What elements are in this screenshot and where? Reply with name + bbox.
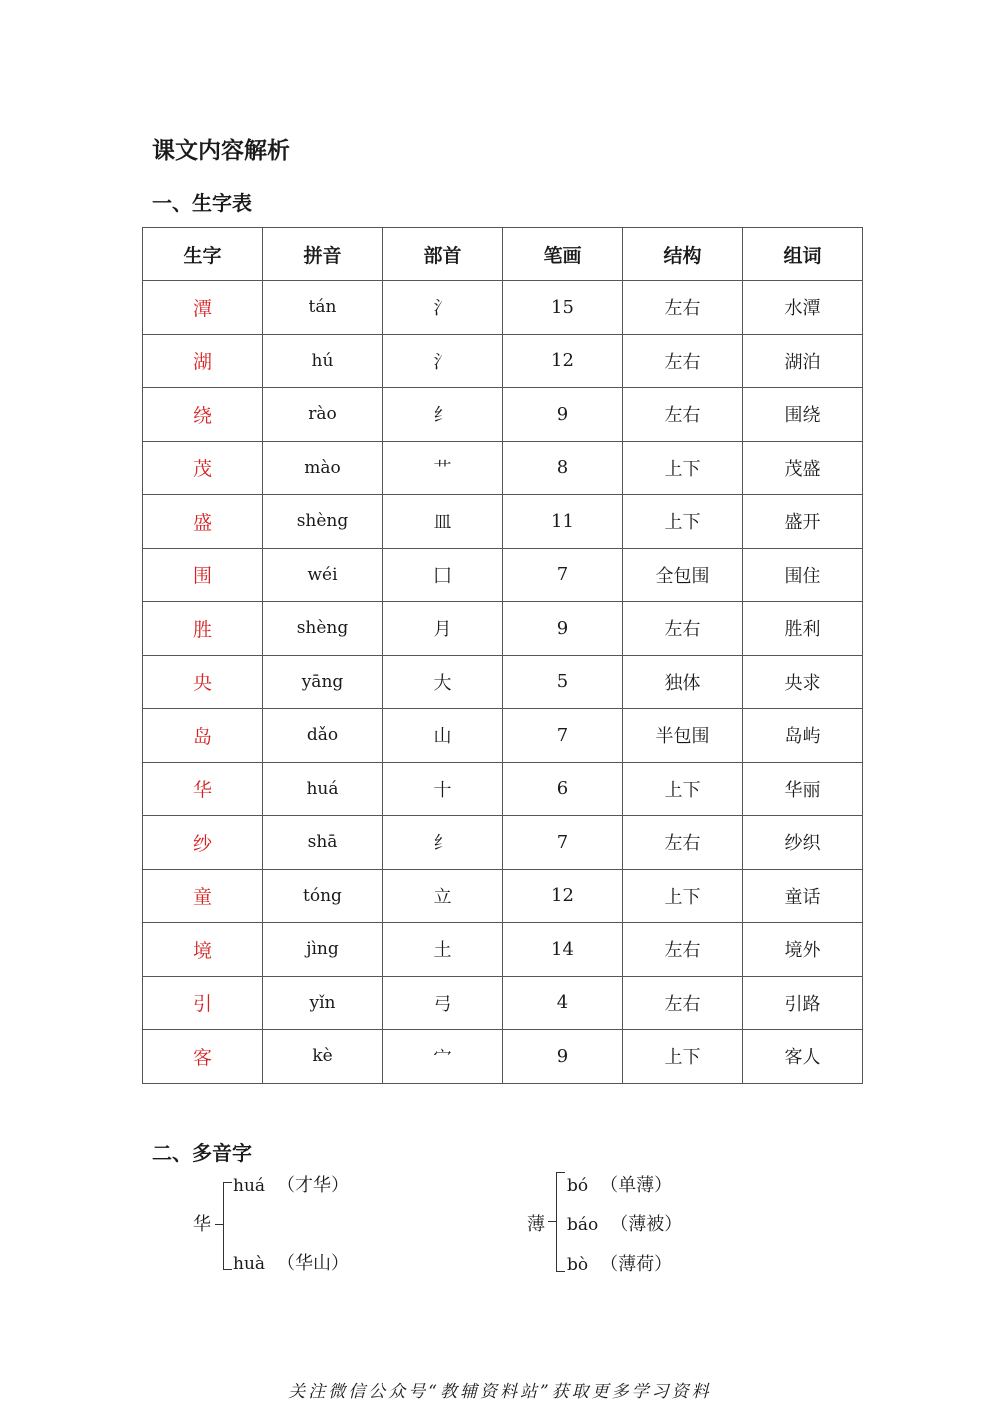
table-cell-pinyin: mào [263,441,383,495]
table-cell-structure: 半包围 [623,709,743,763]
table-row [143,762,863,816]
table-cell-pinyin: wéi [263,548,383,602]
table-cell-word: 引路 [743,976,863,1030]
table-body [143,281,863,1084]
table-cell-pinyin: jìng [263,923,383,977]
table-cell-strokes: 9 [503,602,623,656]
column-header: 组词 [743,228,863,281]
brace-tick [548,1221,556,1222]
table-cell-strokes: 9 [503,388,623,442]
reading-pinyin: bò [567,1255,589,1275]
reading-word: （薄荷） [600,1254,673,1275]
table-row [143,388,863,442]
table-row [143,441,863,495]
table-cell-word: 水潭 [743,281,863,335]
reading-pinyin: bó [567,1176,589,1196]
table-cell-radical: 氵 [383,334,503,388]
table-row [143,602,863,656]
table-cell-pinyin: tán [263,281,383,335]
table-cell-strokes: 14 [503,923,623,977]
table-cell-word: 围住 [743,548,863,602]
table-cell-word: 纱织 [743,816,863,870]
table-cell-word: 围绕 [743,388,863,442]
table-cell-strokes: 12 [503,869,623,923]
table-cell-structure: 上下 [623,441,743,495]
table-cell-pinyin: shèng [263,602,383,656]
table-cell-pinyin: dǎo [263,709,383,763]
table-cell-word: 茂盛 [743,441,863,495]
table-cell-char: 客 [143,1030,263,1084]
table-cell-radical: 土 [383,923,503,977]
table-cell-structure: 左右 [623,281,743,335]
table-row [143,923,863,977]
table-cell-pinyin: kè [263,1030,383,1084]
table-cell-strokes: 5 [503,655,623,709]
table-cell-radical: 艹 [383,441,503,495]
polyphone-group [190,1170,490,1280]
table-cell-strokes: 7 [503,548,623,602]
table-cell-pinyin: rào [263,388,383,442]
table-cell-pinyin: huá [263,762,383,816]
table-cell-char: 境 [143,923,263,977]
table-cell-pinyin: hú [263,334,383,388]
table-cell-structure: 上下 [623,1030,743,1084]
table-cell-strokes: 6 [503,762,623,816]
table-cell-char: 引 [143,976,263,1030]
polyphone-reading [233,1249,349,1275]
table-cell-word: 胜利 [743,602,863,656]
table-cell-strokes: 7 [503,709,623,763]
table-cell-word: 湖泊 [743,334,863,388]
table-header-row [143,228,863,281]
table-cell-radical: 弓 [383,976,503,1030]
brace-bracket [223,1182,232,1270]
polyphone-reading [567,1210,682,1236]
table-cell-pinyin: yǐn [263,976,383,1030]
table-row [143,816,863,870]
table-cell-char: 华 [143,762,263,816]
reading-pinyin: báo [567,1215,599,1235]
table-cell-char: 茂 [143,441,263,495]
table-cell-structure: 上下 [623,869,743,923]
reading-word: （华山） [277,1253,350,1274]
table-row [143,548,863,602]
table-cell-word: 境外 [743,923,863,977]
table-cell-structure: 左右 [623,816,743,870]
column-header: 拼音 [263,228,383,281]
table-row [143,281,863,335]
polyphone-reading [233,1171,349,1197]
reading-word: （薄被） [610,1214,683,1235]
table-cell-strokes: 12 [503,334,623,388]
table-row [143,869,863,923]
table-cell-word: 童话 [743,869,863,923]
table-cell-strokes: 4 [503,976,623,1030]
reading-pinyin: huá [233,1176,266,1196]
table-cell-word: 盛开 [743,495,863,549]
table-row [143,976,863,1030]
brace-tick [215,1224,223,1225]
polyphone-char: 华 [193,1214,211,1235]
brace-bracket [556,1172,565,1272]
table-cell-structure: 左右 [623,976,743,1030]
table-cell-structure: 上下 [623,495,743,549]
table-cell-radical: 山 [383,709,503,763]
table-cell-char: 胜 [143,602,263,656]
table-cell-radical: 氵 [383,281,503,335]
table-cell-strokes: 7 [503,816,623,870]
table-row [143,1030,863,1084]
table-cell-strokes: 11 [503,495,623,549]
table-cell-char: 围 [143,548,263,602]
reading-word: （单薄） [600,1175,673,1196]
table-cell-char: 潭 [143,281,263,335]
table-cell-radical: 皿 [383,495,503,549]
table-cell-radical: 月 [383,602,503,656]
table-cell-strokes: 8 [503,441,623,495]
table-cell-radical: 十 [383,762,503,816]
table-cell-pinyin: shā [263,816,383,870]
table-cell-radical: 大 [383,655,503,709]
table-cell-structure: 全包围 [623,548,743,602]
polyphone-reading [567,1250,672,1276]
table-row [143,655,863,709]
table-cell-char: 纱 [143,816,263,870]
table-cell-radical: 囗 [383,548,503,602]
table-cell-char: 岛 [143,709,263,763]
reading-pinyin: huà [233,1254,266,1274]
column-header: 结构 [623,228,743,281]
table-cell-word: 央求 [743,655,863,709]
table-cell-word: 客人 [743,1030,863,1084]
table-row [143,709,863,763]
table-row [143,334,863,388]
table-cell-strokes: 9 [503,1030,623,1084]
table-cell-radical: 立 [383,869,503,923]
table-cell-pinyin: tóng [263,869,383,923]
section-heading-polyphones: 二、多音字 [152,1141,252,1165]
polyphone-group [527,1170,827,1280]
column-header: 生字 [143,228,263,281]
column-header: 部首 [383,228,503,281]
table-cell-structure: 独体 [623,655,743,709]
polyphone-reading [567,1171,672,1197]
table-cell-pinyin: shèng [263,495,383,549]
table-cell-structure: 上下 [623,762,743,816]
table-cell-char: 湖 [143,334,263,388]
table-cell-structure: 左右 [623,923,743,977]
section-heading-char-table: 一、生字表 [152,191,252,215]
table-cell-strokes: 15 [503,281,623,335]
table-cell-radical: 纟 [383,816,503,870]
table-cell-char: 童 [143,869,263,923]
table-cell-structure: 左右 [623,334,743,388]
column-header: 笔画 [503,228,623,281]
table-cell-char: 盛 [143,495,263,549]
new-characters-table [142,227,863,1084]
table-cell-word: 华丽 [743,762,863,816]
table-cell-char: 绕 [143,388,263,442]
table-cell-char: 央 [143,655,263,709]
table-cell-radical: 宀 [383,1030,503,1084]
polyphone-char: 薄 [527,1214,545,1235]
reading-word: （才华） [277,1175,350,1196]
table-cell-radical: 纟 [383,388,503,442]
table-row [143,495,863,549]
table-cell-word: 岛屿 [743,709,863,763]
table-cell-structure: 左右 [623,602,743,656]
footer-note: 关注微信公众号“教辅资料站”获取更多学习资料 [288,1382,712,1402]
table-cell-pinyin: yāng [263,655,383,709]
page-title: 课文内容解析 [152,138,290,164]
table-cell-structure: 左右 [623,388,743,442]
